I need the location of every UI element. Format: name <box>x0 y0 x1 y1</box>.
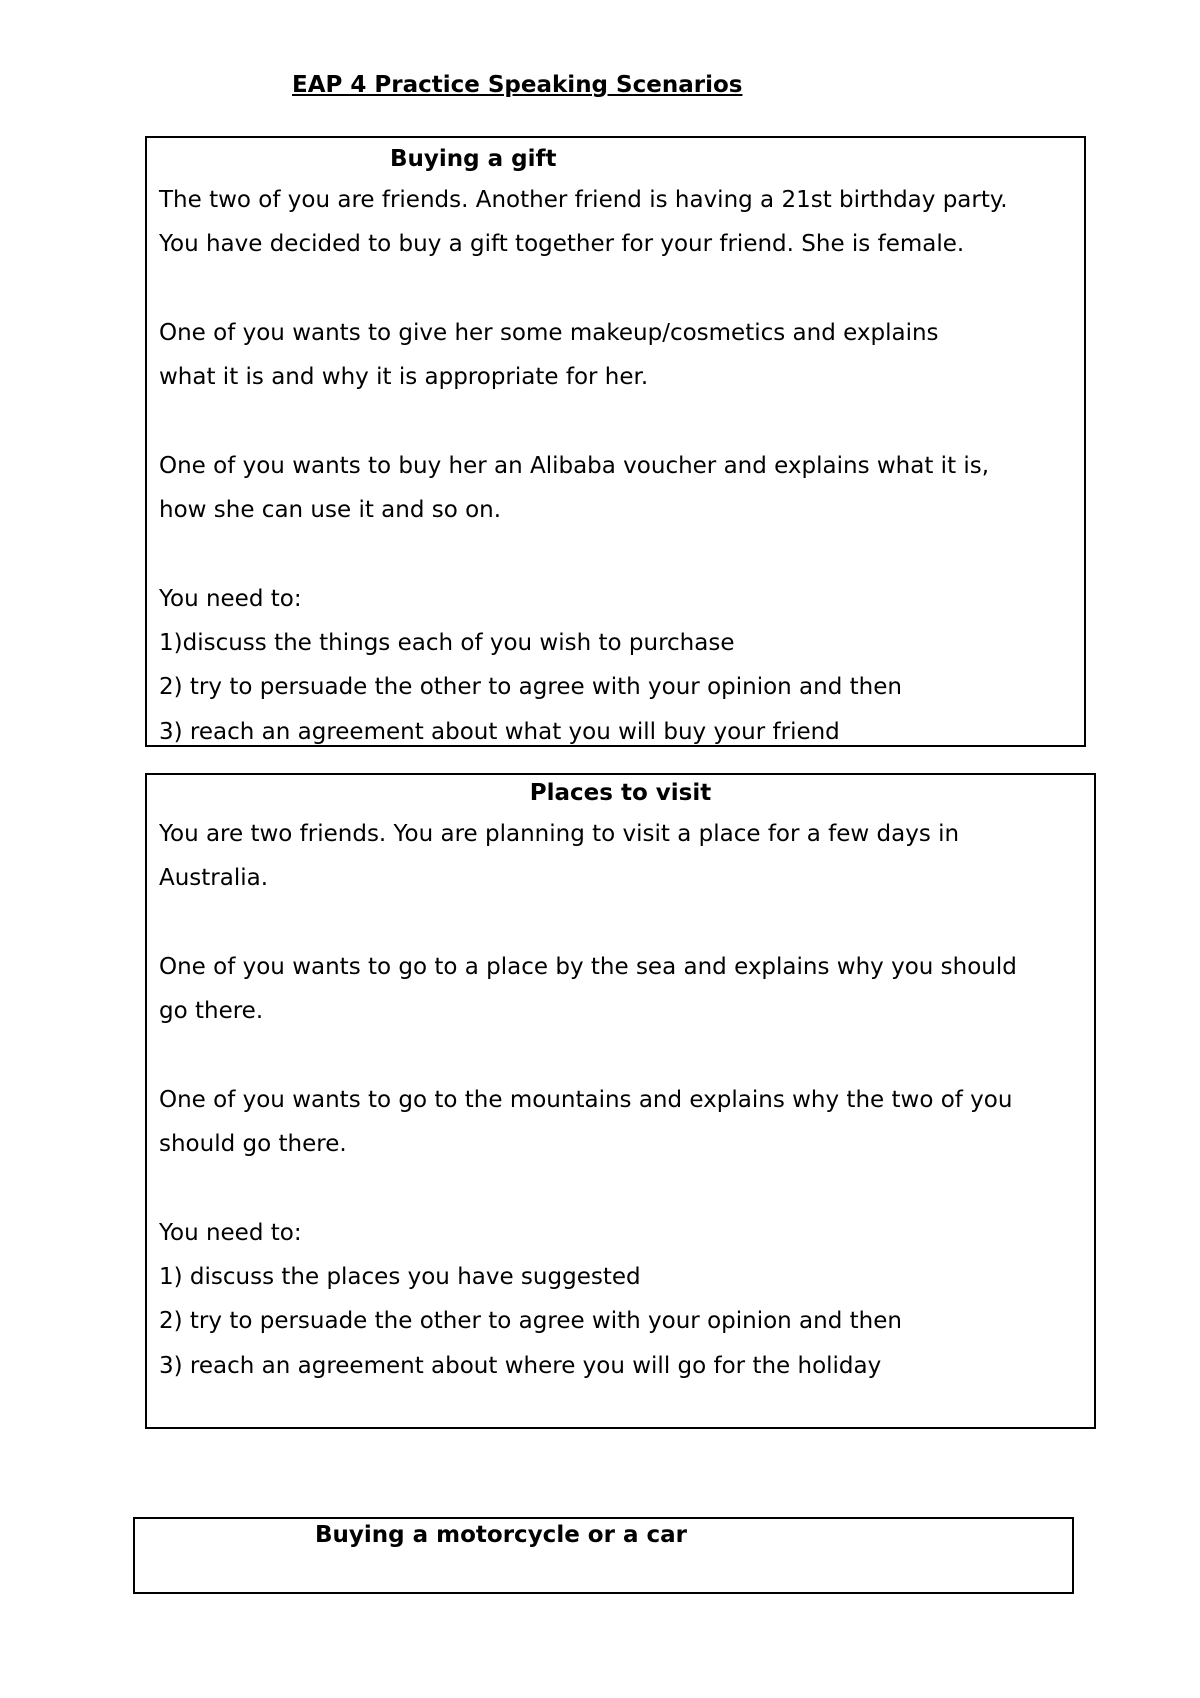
scenario-line: how she can use it and so on. <box>159 497 502 524</box>
scenario-body <box>159 178 1076 747</box>
scenario-box-places-to-visit <box>145 773 1096 1429</box>
scenario-line: One of you wants to go to a place by the sea and explains why you should <box>159 953 1017 980</box>
scenario-line: 1) discuss the places you have suggested <box>159 1263 641 1290</box>
scenario-line: 3) reach an agreement about what you will buy your friend <box>159 718 840 745</box>
scenario-heading: Buying a gift <box>390 146 557 172</box>
scenario-line: Australia. <box>159 865 269 892</box>
scenario-line: One of you wants to give her some makeup/cosmetics and explains <box>159 319 939 346</box>
scenario-line: You have decided to buy a gift together for your friend. She is female. <box>159 231 965 258</box>
scenario-line: go there. <box>159 998 264 1025</box>
scenario-line: One of you wants to buy her an Alibaba voucher and explains what it is, <box>159 452 990 479</box>
scenario-heading: Places to visit <box>529 780 712 806</box>
scenario-line <box>159 532 1076 576</box>
scenario-line <box>159 1033 1086 1077</box>
scenario-line <box>159 399 1076 443</box>
scenario-line: should go there. <box>159 1131 347 1158</box>
scenario-line: what it is and why it is appropriate for her. <box>159 364 649 391</box>
scenario-line: One of you wants to go to the mountains and explains why the two of you <box>159 1086 1013 1113</box>
scenario-line: 3) reach an agreement about where you will go for the holiday <box>159 1352 882 1379</box>
scenario-line: You need to: <box>159 1219 302 1246</box>
scenario-box-buying-vehicle <box>133 1517 1074 1594</box>
scenario-line: You are two friends. You are planning to visit a place for a few days in <box>159 821 960 847</box>
scenario-line: The two of you are friends. Another friend is having a 21st birthday party. <box>159 187 1008 213</box>
scenario-body <box>159 812 1086 1388</box>
scenario-line <box>159 1166 1086 1210</box>
document-title: EAP 4 Practice Speaking Scenarios <box>292 72 743 98</box>
scenario-box-buying-gift <box>145 136 1086 747</box>
scenario-line <box>159 901 1086 945</box>
scenario-line: You need to: <box>159 585 302 612</box>
scenario-line: 1)discuss the things each of you wish to purchase <box>159 629 735 656</box>
scenario-line: 2) try to persuade the other to agree with your opinion and then <box>159 674 902 701</box>
scenario-heading: Buying a motorcycle or a car <box>315 1522 687 1548</box>
scenario-line: 2) try to persuade the other to agree with your opinion and then <box>159 1308 902 1335</box>
scenario-line <box>159 267 1076 311</box>
